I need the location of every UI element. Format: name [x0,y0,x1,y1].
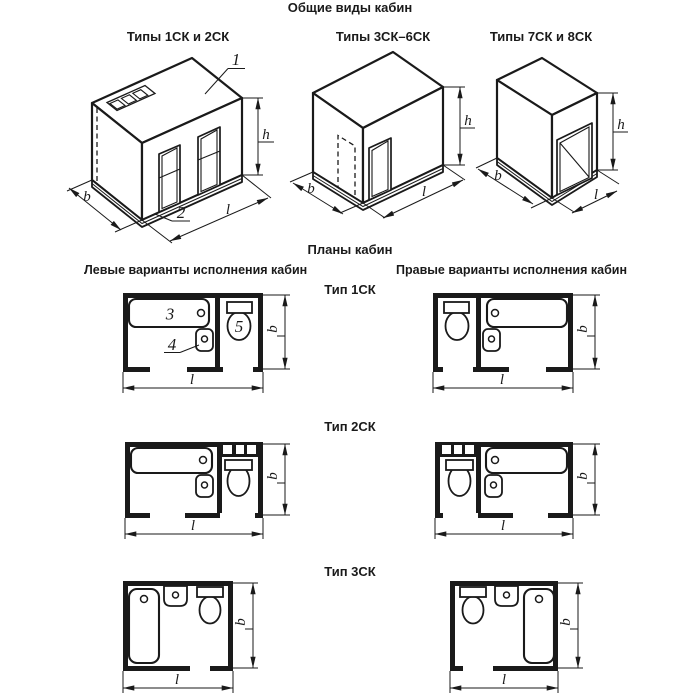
type-1sk-label: Тип 1СК [324,282,376,297]
dim-l-label: l [190,518,196,534]
door-opening-1 [159,145,180,212]
plan-1sk-left [115,288,300,403]
dim-h-label: h [262,127,270,143]
dim-h-label: h [464,113,472,129]
bathtub-icon [131,448,212,473]
bathtub-icon [486,448,567,473]
dimension-b [263,295,290,369]
toilet-icon [444,302,469,340]
plan-1sk-right [425,288,610,403]
callout-3-number: 3 [165,304,175,324]
left-variants-header: Левые варианты исполнения кабин [84,263,308,277]
type-2sk-label: Тип 2СК [324,419,376,434]
toilet-icon [446,460,473,496]
dim-b-label: b [575,325,591,333]
toilet-icon [227,302,252,340]
iso-label-types-7sk-8sk: Типы 7СК и 8СК [489,29,593,44]
dimension-b [233,583,258,668]
vent-block-icon [217,442,263,457]
dimension-b [558,583,583,668]
washbasin-icon [483,329,500,351]
dim-b-label: b [83,189,91,205]
callout-4-washbasin [164,335,199,354]
dimension-b [263,444,290,515]
dim-b-label: b [494,168,502,184]
washbasin-icon [485,475,502,497]
dim-l-label: l [225,202,231,218]
callout-5-number: 5 [234,317,244,336]
washbasin-icon [164,586,187,606]
plan-2sk-left [115,437,300,549]
dimension-l [123,372,263,393]
dim-l-label: l [501,672,507,688]
toilet-icon [460,587,486,624]
callout-2-number: 2 [176,203,186,222]
washbasin-icon [495,586,518,606]
dimension-l [450,671,558,693]
plan-3sk-left [115,576,270,700]
dim-l-label: l [421,184,427,200]
iso-view-7sk-8sk [470,50,665,230]
door-opening-2 [198,127,220,195]
iso-view-1sk-2sk [55,48,277,253]
dimension-l [435,518,573,539]
washbasin-icon [196,475,213,497]
dimension-b [573,444,600,515]
iso-view-3sk-6sk [285,50,480,230]
dimension-l [123,671,233,693]
callout-4-number: 4 [167,335,177,354]
dimension-l [433,372,573,393]
dim-h-label: h [617,117,625,133]
callout-1-number: 1 [231,50,241,69]
plans-title: Планы кабин [307,242,393,257]
figure-title: Общие виды кабин [287,0,413,15]
dim-l-label: l [500,518,506,534]
bathtub-icon [129,589,159,663]
toilet-icon [225,460,252,496]
dim-b-label: b [307,181,315,197]
dim-b-label: b [558,618,574,626]
dim-b-label: b [265,325,281,333]
vent-block-icon [435,442,481,457]
dimension-l [125,518,263,539]
plan-2sk-right [425,437,610,549]
plan-3sk-right [440,576,595,700]
type-3sk-label: Тип 3СК [324,564,376,579]
dimension-h [242,98,274,175]
dim-b-label: b [233,618,249,626]
dimension-b [573,295,600,369]
bathtub-icon [487,299,567,327]
dim-b-label: b [575,472,591,480]
washbasin-icon [196,329,213,351]
dim-l-label: l [593,187,599,203]
iso-label-types-3sk-6sk: Типы 3СК–6СК [335,29,431,44]
toilet-icon [197,587,223,624]
dim-l-label: l [174,672,180,688]
dim-b-label: b [265,472,281,480]
bathtub-icon [129,299,209,327]
door-opening [369,138,391,200]
iso-label-types-1sk-2sk: Типы 1СК и 2СК [126,29,230,44]
dim-l-label: l [189,372,195,388]
right-variants-header: Правые варианты исполнения кабин [396,263,628,277]
bathtub-icon [524,589,554,663]
dimension-h [597,93,628,170]
dim-l-label: l [499,372,505,388]
